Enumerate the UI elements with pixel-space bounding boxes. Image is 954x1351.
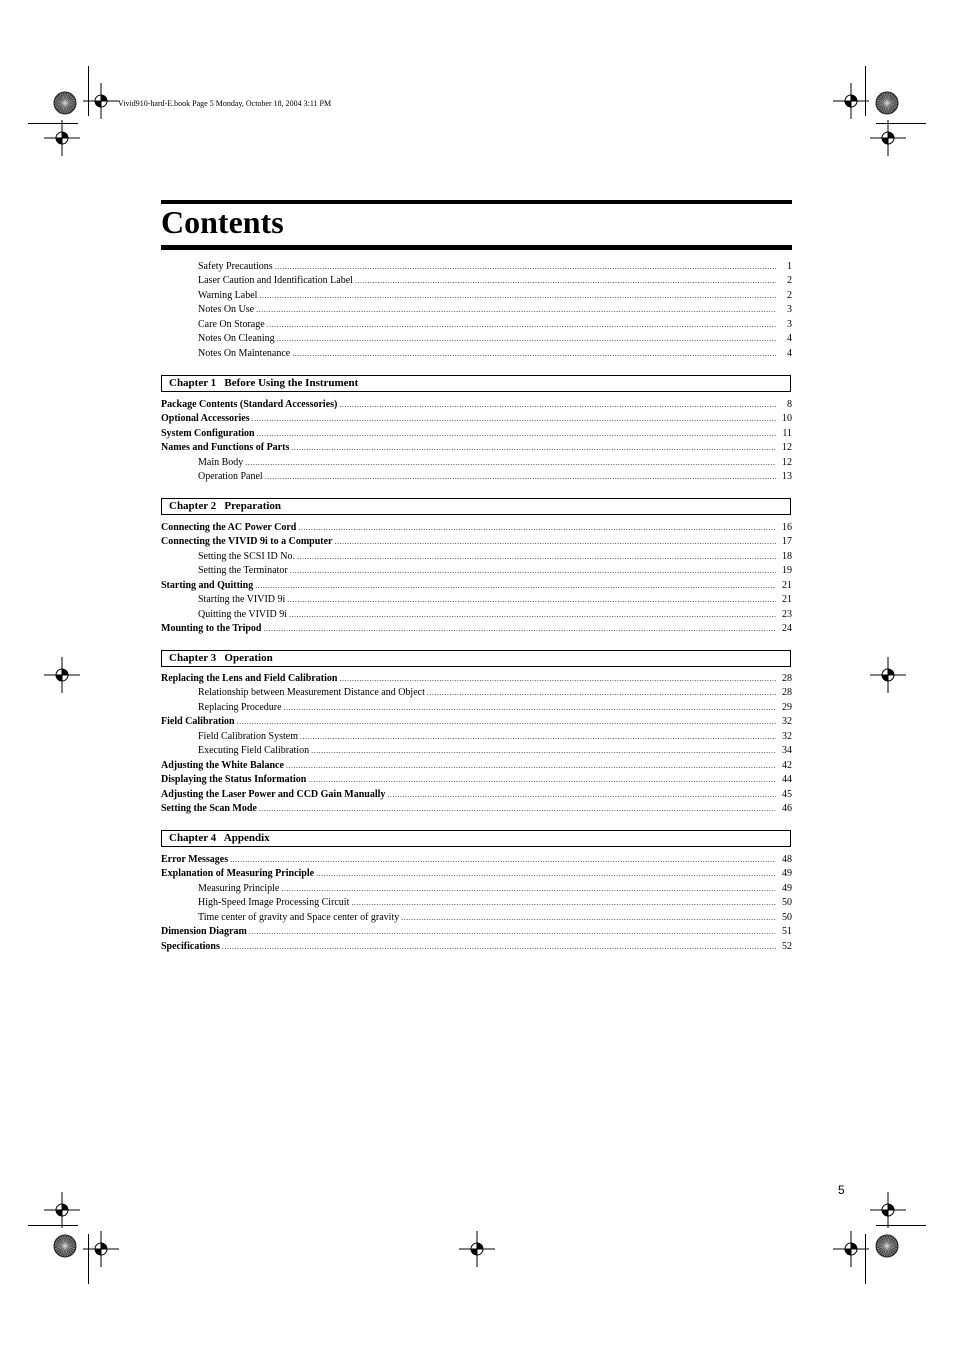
toc-leader: [284, 701, 776, 715]
color-bar-circle-icon: [875, 91, 899, 115]
toc-entry-label: Quitting the VIVID 9i: [198, 608, 287, 620]
toc-entry-page: 10: [782, 413, 792, 425]
toc-entry-page: 1: [787, 261, 792, 272]
toc-entry[interactable]: [161, 593, 792, 607]
registration-mark-icon: [83, 1231, 119, 1267]
toc-entry-page: 12: [782, 442, 792, 454]
toc-entry-label: Optional Accessories: [161, 413, 250, 425]
toc-leader: [334, 535, 776, 549]
toc-entry-page: 46: [782, 802, 792, 814]
registration-mark-icon: [870, 1192, 906, 1228]
page-title: Contents: [161, 204, 284, 240]
toc-leader: [292, 347, 776, 361]
toc-entry-label: Error Messages: [161, 854, 229, 865]
toc-entry[interactable]: [161, 622, 792, 636]
toc-leader: [222, 940, 776, 954]
toc-leader: [259, 802, 776, 816]
toc-entry[interactable]: [161, 701, 792, 715]
toc-entry[interactable]: [161, 715, 792, 729]
toc-entry[interactable]: [161, 853, 792, 867]
toc-entry[interactable]: [161, 441, 792, 455]
toc-leader: [257, 427, 776, 441]
toc-entry-label: Notes On Maintenance: [198, 347, 291, 359]
toc-entry[interactable]: [161, 318, 792, 332]
toc-entry[interactable]: [161, 470, 792, 484]
toc-entry[interactable]: [161, 730, 792, 744]
toc-entry-label: Main Body: [198, 456, 244, 468]
toc-entry[interactable]: [161, 940, 792, 954]
toc-entry[interactable]: [161, 867, 792, 881]
toc-entry-page: 32: [782, 716, 792, 728]
toc-entry[interactable]: [161, 427, 792, 441]
toc-entry-page: 4: [787, 347, 792, 359]
toc-entry[interactable]: [161, 686, 792, 700]
chapter-2-heading[interactable]: Chapter 2 Preparation: [161, 498, 791, 515]
toc-leader: [297, 550, 776, 564]
toc-entry[interactable]: [161, 564, 792, 578]
toc-leader: [298, 521, 776, 535]
toc-entry[interactable]: [161, 303, 792, 317]
color-bar-circle-icon: [53, 91, 77, 115]
toc-entry[interactable]: [161, 744, 792, 758]
toc-entry[interactable]: [161, 896, 792, 910]
toc-entry-page: 50: [782, 897, 792, 909]
toc-entry-label: Displaying the Status Information: [161, 774, 307, 786]
toc-entry[interactable]: [161, 925, 792, 939]
toc-leader: [311, 744, 776, 758]
toc-entry-page: 21: [782, 579, 792, 591]
toc-entry-page: 23: [782, 608, 792, 620]
toc-entry-label: Connecting the VIVID 9i to a Computer: [161, 536, 333, 548]
toc-entry-page: 32: [782, 730, 792, 742]
registration-mark-icon: [833, 83, 869, 119]
toc-leader: [308, 773, 776, 787]
toc-leader: [275, 260, 776, 274]
toc-entry-label: High-Speed Image Processing Circuit: [198, 897, 350, 909]
toc-leader: [230, 853, 776, 867]
toc-entry-label: Names and Functions of Parts: [161, 442, 290, 454]
toc-entry-label: Executing Field Calibration: [198, 745, 310, 757]
toc-entry[interactable]: [161, 398, 792, 412]
toc-entry-page: 28: [782, 687, 792, 699]
toc-entry-label: Care On Storage: [198, 318, 265, 330]
toc-entry-page: 21: [782, 594, 792, 606]
toc-entry-page: 3: [787, 318, 792, 330]
toc-entry-page: 48: [782, 854, 792, 865]
toc-entry-page: 8: [787, 399, 792, 410]
toc-entry[interactable]: [161, 788, 792, 802]
toc-leader: [427, 686, 776, 700]
toc-entry-label: Relationship between Measurement Distance and Object: [198, 687, 425, 699]
toc-leader: [355, 274, 776, 288]
toc-chapter-2: [161, 521, 792, 637]
toc-entry-label: Package Contents (Standard Accessories): [161, 399, 338, 410]
toc-leader: [281, 882, 776, 896]
toc-entry[interactable]: [161, 882, 792, 896]
toc-entry-label: Setting the Scan Mode: [161, 802, 257, 814]
toc-leader: [339, 398, 776, 412]
toc-entry[interactable]: [161, 672, 792, 686]
toc-intro: [161, 260, 792, 361]
toc-entry[interactable]: [161, 521, 792, 535]
toc-entry-label: Field Calibration System: [198, 730, 298, 742]
toc-leader: [339, 672, 776, 686]
toc-entry-page: 2: [787, 289, 792, 301]
registration-mark-icon: [870, 657, 906, 693]
toc-entry-label: Time center of gravity and Space center of gravity: [198, 911, 400, 923]
toc-entry-page: 16: [782, 522, 792, 533]
toc-entry-page: 52: [782, 940, 792, 952]
page-number: 5: [838, 1183, 845, 1197]
toc-entry[interactable]: [161, 260, 792, 274]
toc-entry-page: 11: [782, 427, 792, 439]
toc-entry-page: 51: [782, 926, 792, 938]
toc-leader: [401, 911, 776, 925]
toc-leader: [300, 730, 776, 744]
toc-leader: [252, 412, 776, 426]
toc-leader: [259, 289, 776, 303]
toc-entry-label: Measuring Principle: [198, 882, 280, 894]
toc-entry-page: 28: [782, 673, 792, 684]
registration-mark-icon: [459, 1231, 495, 1267]
toc-entry-label: Explanation of Measuring Principle: [161, 868, 315, 880]
toc-entry-page: 42: [782, 759, 792, 771]
toc-leader: [387, 788, 776, 802]
toc-entry-label: Notes On Cleaning: [198, 333, 275, 345]
toc-leader: [351, 896, 776, 910]
toc-leader: [265, 470, 776, 484]
registration-mark-icon: [44, 657, 80, 693]
toc-entry[interactable]: [161, 773, 792, 787]
toc-entry-page: 29: [782, 701, 792, 713]
toc-entry-page: 12: [782, 456, 792, 468]
toc-entry-label: Warning Label: [198, 289, 258, 301]
toc-entry-label: Notes On Use: [198, 304, 255, 316]
toc-entry[interactable]: [161, 608, 792, 622]
toc-leader: [267, 318, 776, 332]
toc-leader: [245, 456, 776, 470]
toc-leader: [263, 622, 776, 636]
toc-leader: [316, 867, 776, 881]
toc-leader: [287, 593, 776, 607]
toc-entry-page: 18: [782, 550, 792, 562]
toc-entry-page: 49: [782, 868, 792, 880]
toc-leader: [277, 332, 776, 346]
chapter-4-heading[interactable]: Chapter 4 Appendix: [161, 830, 791, 847]
toc-entry[interactable]: [161, 759, 792, 773]
toc-entry[interactable]: [161, 579, 792, 593]
toc-leader: [255, 579, 776, 593]
registration-mark-icon: [83, 83, 119, 119]
toc-entry-label: Replacing Procedure: [198, 701, 282, 713]
toc-entry-label: Adjusting the Laser Power and CCD Gain Manually: [161, 788, 386, 800]
toc-entry[interactable]: [161, 535, 792, 549]
toc-entry-label: Starting and Quitting: [161, 579, 254, 591]
toc-chapter-1: [161, 398, 792, 485]
toc-chapter-4: [161, 853, 792, 954]
toc-entry[interactable]: [161, 347, 792, 361]
toc-leader: [286, 759, 776, 773]
toc-entry-page: 13: [782, 471, 792, 483]
toc-entry-label: Adjusting the White Balance: [161, 759, 284, 771]
toc-entry[interactable]: [161, 332, 792, 346]
registration-mark-icon: [833, 1231, 869, 1267]
toc-entry-label: Setting the SCSI ID No.: [198, 550, 295, 562]
toc-entry-label: Replacing the Lens and Field Calibration: [161, 673, 338, 684]
registration-mark-icon: [870, 120, 906, 156]
toc-entry[interactable]: [161, 550, 792, 564]
toc-entry[interactable]: [161, 289, 792, 303]
toc-leader: [256, 303, 776, 317]
toc-entry-page: 24: [782, 623, 792, 635]
toc-entry-page: 45: [782, 788, 792, 800]
toc-entry-page: 4: [787, 333, 792, 345]
toc-entry-page: 19: [782, 565, 792, 577]
toc-leader: [249, 925, 776, 939]
toc-entry-page: 17: [782, 536, 792, 548]
toc-entry-label: Starting the VIVID 9i: [198, 594, 286, 606]
toc-leader: [290, 564, 776, 578]
registration-mark-icon: [44, 1192, 80, 1228]
color-bar-circle-icon: [875, 1234, 899, 1258]
toc-entry[interactable]: [161, 274, 792, 288]
toc-entry-label: System Configuration: [161, 427, 255, 439]
toc-entry-label: Operation Panel: [198, 471, 263, 483]
toc-entry-label: Setting the Terminator: [198, 565, 288, 577]
toc-entry[interactable]: [161, 802, 792, 816]
chapter-3-heading[interactable]: Chapter 3 Operation: [161, 650, 791, 667]
toc-entry[interactable]: [161, 456, 792, 470]
toc-entry-label: Field Calibration: [161, 716, 235, 728]
toc-leader: [289, 608, 776, 622]
toc-entry-page: 50: [782, 911, 792, 923]
toc-entry-page: 49: [782, 882, 792, 894]
toc-entry[interactable]: [161, 911, 792, 925]
toc-entry-label: Dimension Diagram: [161, 926, 247, 938]
toc-entry[interactable]: [161, 412, 792, 426]
chapter-1-heading[interactable]: Chapter 1 Before Using the Instrument: [161, 375, 791, 392]
toc-entry-page: 44: [782, 774, 792, 786]
title-rule-bottom: [161, 245, 792, 250]
registration-mark-icon: [44, 120, 80, 156]
toc-entry-label: Laser Caution and Identification Label: [198, 275, 353, 287]
toc-entry-label: Safety Precautions: [198, 261, 273, 272]
toc-entry-page: 3: [787, 304, 792, 316]
toc-leader: [237, 715, 776, 729]
toc-leader: [291, 441, 776, 455]
toc-entry-page: 2: [787, 275, 792, 287]
toc-entry-label: Connecting the AC Power Cord: [161, 522, 297, 533]
toc-chapter-3: [161, 672, 792, 816]
file-info-header: Vivid910-hard-E.book Page 5 Monday, October 18, 2004 3:11 PM: [118, 99, 332, 108]
toc-entry-page: 34: [782, 745, 792, 757]
color-bar-circle-icon: [53, 1234, 77, 1258]
toc-entry-label: Specifications: [161, 940, 220, 952]
toc-entry-label: Mounting to the Tripod: [161, 623, 262, 635]
